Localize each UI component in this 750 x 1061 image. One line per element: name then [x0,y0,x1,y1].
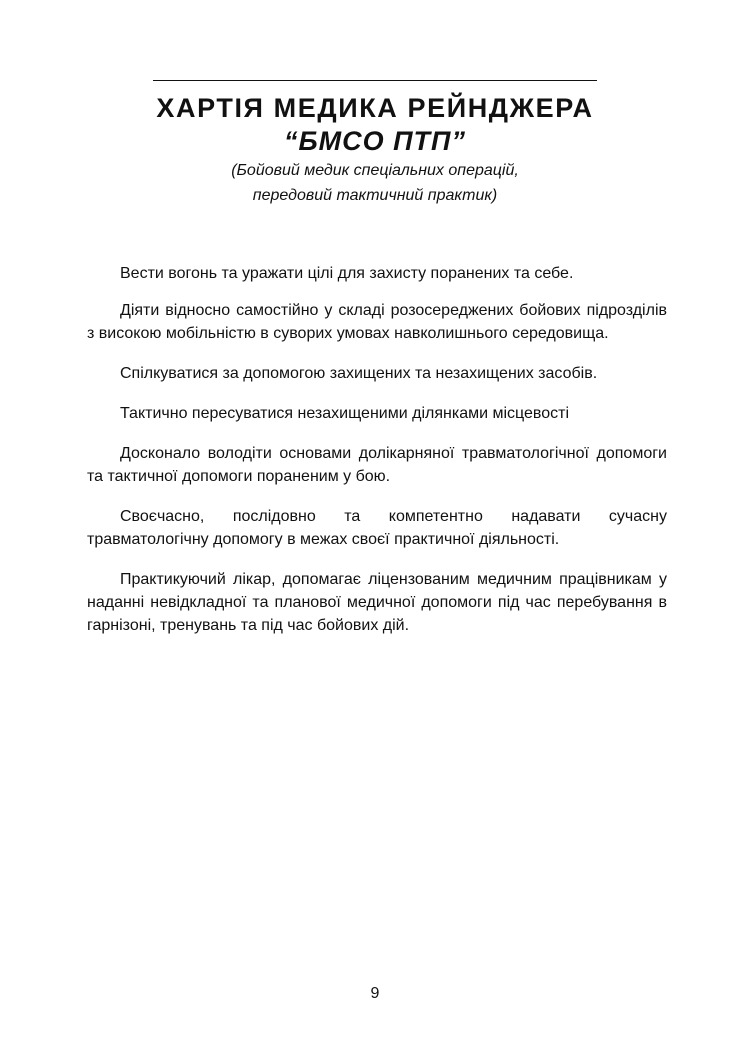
page-title-abbreviation: “БМСО ПТП” [284,126,466,156]
paragraph: Своєчасно, послідовно та компетентно надавати сучасну травматологічну допомогу в межах своєї практичної діяльності. [87,508,667,548]
paragraph: Практикуючий лікар, допомагає ліцензованим медичним працівникам у наданні невідкладної та планової медичної допомоги під час перебування в гарнізоні, тренувань та під час бойових дій. [87,571,667,634]
paragraph: Діяти відносно самостійно у складі розосереджених бойових підрозділів з високою мобільністю в суворих умовах навколишнього середовища. [87,302,667,342]
body-text [87,262,667,654]
paragraph: Досконало володіти основами долікарняної травматологічної допомоги та тактичної допомоги пораненим у бою. [87,445,667,485]
page-subtitle-line-2: передовий тактичний практик) [252,187,498,204]
page-subtitle-line-1: (Бойовий медик спеціальних операцій, [231,162,519,179]
top-rule [153,80,597,81]
paragraph: Тактично пересуватися незахищеними ділянками місцевості [120,405,570,422]
page-number: 9 [370,985,380,1002]
page-title: ХАРТІЯ МЕДИКА РЕЙНДЖЕРА [156,93,594,123]
paragraph: Спілкуватися за допомогою захищених та незахищених засобів. [120,365,598,382]
paragraph: Вести вогонь та уражати цілі для захисту поранених та себе. [120,265,574,282]
